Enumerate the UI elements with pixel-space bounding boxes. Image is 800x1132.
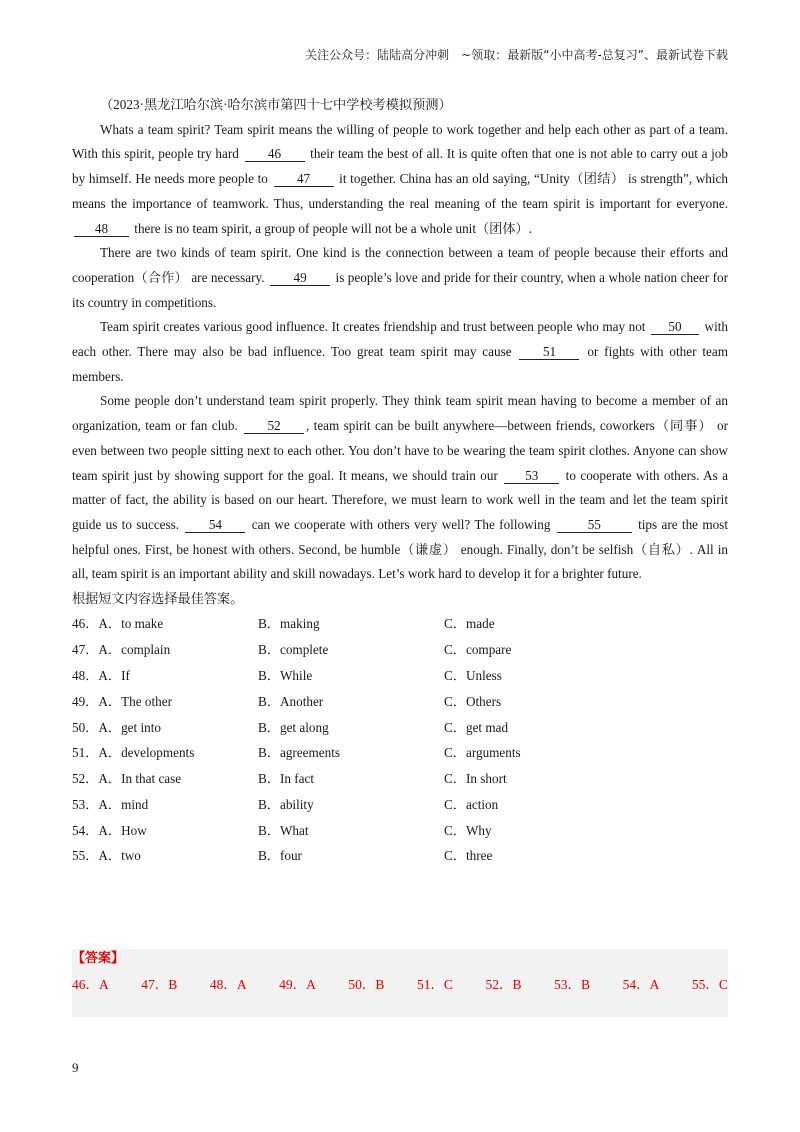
p3-text-2: with each other. There may also be bad influence. Too great team spirit may cause [72, 319, 728, 360]
option-row [72, 767, 728, 793]
option-c: C．Unless [444, 667, 502, 683]
page-header: 关注公众号：陆陆高分冲刺 ~领取：最新版“小中高考-总复习”、最新试卷下载 [305, 48, 728, 62]
paragraph-3 [72, 315, 728, 389]
answer-item: 46．A [72, 977, 109, 992]
option-row [72, 844, 728, 870]
answer-item: 47．B [141, 977, 178, 992]
answer-item: 48．A [209, 977, 247, 992]
option-row [72, 612, 728, 638]
option-c: C．made [444, 616, 495, 632]
blank-51: 51 [519, 344, 579, 360]
option-a: 54．A．How [72, 822, 147, 838]
p4-text-4: can we cooperate with others very well? The following [247, 516, 555, 532]
option-row [72, 663, 728, 689]
option-c: C．Others [444, 693, 502, 709]
answer-title: 【答案】 [72, 951, 125, 966]
p1-text-3: it together. China has an old saying, “Unity（团结） is strength”, which means the importance of teamwork. Thus, understanding the real meaning of the team spirit is important for everyone. [72, 171, 729, 211]
option-row [72, 689, 728, 715]
p1-text-4: there is no team spirit, a group of people will not be a whole unit（团体）. [131, 220, 533, 236]
answer-item: 49．A [279, 977, 316, 992]
p2-text-2: is people’s love and pride for their country, when a whole nation cheer for its country in competitions. [72, 269, 728, 310]
p4-text-3: to cooperate with others. As a matter of fact, the ability is based on our heart. Therefore, we must learn to work well in the team and let the team spirit guide us to success. [72, 467, 729, 532]
answer-box [72, 949, 728, 1017]
option-a: 47．A．complain [72, 642, 171, 658]
blank-55: 55 [557, 517, 632, 533]
paragraph-2 [72, 241, 728, 315]
answer-item: 51．C [416, 977, 453, 992]
p3-text-1: Team spirit creates various good influence. It creates friendship and trust between people who may not [100, 319, 649, 335]
option-a: 46．A．to make [72, 616, 164, 632]
option-c: C．compare [444, 642, 512, 658]
blank-53: 53 [504, 468, 559, 484]
answer-item: 55．C [691, 977, 728, 992]
option-b: B．complete [258, 642, 329, 658]
option-a: 49．A．The other [72, 693, 172, 709]
option-row [72, 818, 728, 844]
option-a: 52．A．In that case [72, 771, 182, 787]
answer-item: 50．B [348, 977, 385, 992]
option-a: 48．A．If [72, 667, 130, 683]
option-b: B．ability [258, 796, 314, 812]
blank-48: 48 [74, 221, 129, 237]
instruction-text: 根据短文内容选择最佳答案。 [72, 591, 244, 607]
option-c: C．three [444, 848, 493, 864]
blank-50: 50 [651, 319, 699, 335]
paragraph-1 [72, 118, 728, 242]
option-a: 50．A．get into [72, 719, 162, 735]
page-number: 9 [72, 1060, 79, 1075]
option-b: B．making [258, 616, 320, 632]
option-b: B．What [258, 822, 309, 838]
option-row [72, 741, 728, 767]
blank-49: 49 [270, 270, 330, 286]
option-b: B．four [258, 848, 302, 864]
option-b: B．get along [258, 719, 329, 735]
option-row [72, 792, 728, 818]
option-c: C．arguments [444, 745, 521, 761]
paragraph-4 [72, 389, 728, 587]
p4-text-2: , team spirit can be built anywhere—between friends, coworkers（同事） or even between two people sitting next to each other. You don’t have to be wearing the team spirit clothes. Anyone can show team spirit just by showing support for the goal. It means, we should train our [72, 418, 728, 483]
option-b: B．While [258, 667, 313, 683]
p1-text-1: Whats a team spirit? Team spirit means the willing of people to work together and help each other as part of a team. With this spirit, people try hard [72, 121, 728, 162]
option-b: B．Another [258, 693, 324, 709]
p4-text-5: tips are the most helpful ones. First, be honest with others. Second, be humble（谦虚） enough. Finally, don’t be selfish（自私）. All in all, team spirit is an important ability and skill nowadays. Let’s work hard to develop it for a brighter future. [72, 516, 728, 582]
option-row [72, 715, 728, 741]
option-c: C．action [444, 796, 499, 812]
option-b: B．agreements [258, 745, 341, 761]
options-list [72, 612, 728, 870]
p4-text-1: Some people don’t understand team spirit properly. They think team spirit mean having to become a member of an organization, team or fan club. [72, 393, 728, 434]
option-c: C．get mad [444, 719, 509, 735]
option-row [72, 638, 728, 664]
answer-item: 53．B [554, 977, 591, 992]
answer-item: 54．A [622, 977, 660, 992]
blank-46: 46 [245, 146, 305, 162]
answer-list [72, 973, 728, 993]
p2-text-1: There are two kinds of team spirit. One kind is the connection between a team of people because their efforts and cooperation（合作） are necessary. [72, 245, 728, 285]
p3-text-3: or fights with other team members. [72, 344, 728, 384]
blank-54: 54 [185, 517, 245, 533]
answer-item: 52．B [485, 977, 522, 992]
option-a: 51．A．developments [72, 745, 195, 761]
p1-text-2: their team the best of all. It is quite often that one is not able to carry out a job by himself. He needs more people to [72, 146, 728, 187]
option-a: 55．A．two [72, 848, 141, 864]
option-b: B．In fact [258, 771, 315, 787]
passage-content [72, 93, 728, 870]
blank-52: 52 [244, 418, 304, 434]
blank-47: 47 [274, 171, 334, 187]
option-c: C．In short [444, 771, 507, 787]
source-citation: （2023·黑龙江哈尔滨·哈尔滨市第四十七中学校考模拟预测） [100, 97, 452, 112]
option-a: 53．A．mind [72, 796, 149, 812]
option-c: C．Why [444, 822, 492, 838]
